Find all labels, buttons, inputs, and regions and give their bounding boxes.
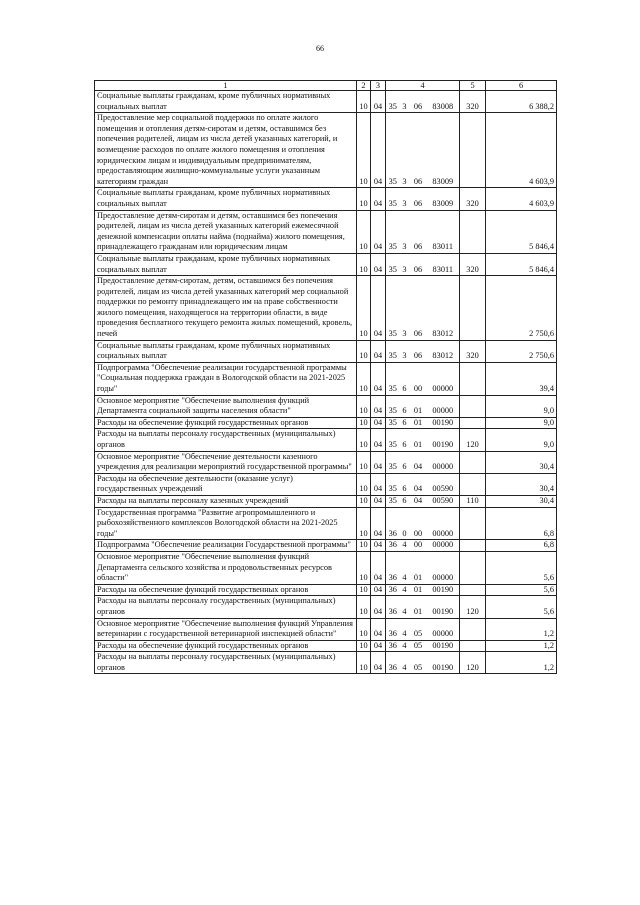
table-row xyxy=(95,551,557,584)
section-code: 10 xyxy=(357,429,371,451)
row-name: Расходы на выплаты персоналу казенных учреждений xyxy=(95,495,357,507)
subsection-code: 04 xyxy=(371,451,386,473)
expense-type-code: 110 xyxy=(460,495,486,507)
program-code: 35 xyxy=(386,253,400,275)
direction-code: 00000 xyxy=(427,395,460,417)
row-name: Основное мероприятие "Обеспечение выполнения функций Управления ветеринарии с государственной ветеринарной инспекцией области" xyxy=(95,618,357,640)
table-row xyxy=(95,340,557,362)
table-row xyxy=(95,91,557,113)
subprogram-code: 0 xyxy=(400,507,410,540)
header-col-1: 1 xyxy=(95,81,357,91)
expense-type-code: 320 xyxy=(460,188,486,210)
header-col-5: 5 xyxy=(460,81,486,91)
subprogram-code: 6 xyxy=(400,451,410,473)
subprogram-code: 4 xyxy=(400,584,410,596)
section-code: 10 xyxy=(357,91,371,113)
table-row xyxy=(95,540,557,552)
section-code: 10 xyxy=(357,210,371,253)
header-col-6: 6 xyxy=(486,81,557,91)
table-row xyxy=(95,618,557,640)
row-name: Предоставление мер социальной поддержки по оплате жилого помещения и отопления детям-сиротам и детям, оставшимся без попечения родителей, лицам из числа детей указанных категорий, и возмещение расходов по оплате жилого помещения и отопления юридическим лицам и индивидуальным предпринимателям, предоставляющим жилищно-коммунальные услуги указанным категориям граждан xyxy=(95,113,357,188)
activity-code: 01 xyxy=(410,395,427,417)
subsection-code: 04 xyxy=(371,253,386,275)
expense-type-code: 320 xyxy=(460,340,486,362)
row-name: Социальные выплаты гражданам, кроме публичных нормативных социальных выплат xyxy=(95,91,357,113)
table-row xyxy=(95,596,557,618)
expense-type-code xyxy=(460,451,486,473)
direction-code: 83012 xyxy=(427,276,460,341)
program-code: 35 xyxy=(386,340,400,362)
activity-code: 00 xyxy=(410,540,427,552)
subsection-code: 04 xyxy=(371,91,386,113)
subprogram-code: 4 xyxy=(400,618,410,640)
section-code: 10 xyxy=(357,417,371,429)
activity-code: 00 xyxy=(410,507,427,540)
direction-code: 00190 xyxy=(427,584,460,596)
program-code: 35 xyxy=(386,113,400,188)
amount: 9,0 xyxy=(486,417,557,429)
table-row xyxy=(95,417,557,429)
row-name: Расходы на обеспечение функций государственных органов xyxy=(95,640,357,652)
direction-code: 83008 xyxy=(427,91,460,113)
program-code: 35 xyxy=(386,210,400,253)
section-code: 10 xyxy=(357,507,371,540)
activity-code: 06 xyxy=(410,91,427,113)
table-row xyxy=(95,652,557,674)
direction-code: 00000 xyxy=(427,618,460,640)
subsection-code: 04 xyxy=(371,340,386,362)
program-code: 35 xyxy=(386,276,400,341)
direction-code: 00000 xyxy=(427,507,460,540)
subprogram-code: 3 xyxy=(400,276,410,341)
direction-code: 00000 xyxy=(427,362,460,395)
subprogram-code: 3 xyxy=(400,188,410,210)
subprogram-code: 6 xyxy=(400,417,410,429)
section-code: 10 xyxy=(357,362,371,395)
row-name: Основное мероприятие "Обеспечение деятельности казенного учреждения для реализации мероприятий государственной программы" xyxy=(95,451,357,473)
amount: 6 388,2 xyxy=(486,91,557,113)
direction-code: 00590 xyxy=(427,473,460,495)
subprogram-code: 6 xyxy=(400,395,410,417)
amount: 4 603,9 xyxy=(486,113,557,188)
expense-type-code xyxy=(460,417,486,429)
row-name: Подпрограмма "Обеспечение реализации Государственной программы" xyxy=(95,540,357,552)
section-code: 10 xyxy=(357,495,371,507)
subsection-code: 04 xyxy=(371,495,386,507)
direction-code: 00000 xyxy=(427,540,460,552)
table-row xyxy=(95,429,557,451)
section-code: 10 xyxy=(357,276,371,341)
subsection-code: 04 xyxy=(371,584,386,596)
program-code: 36 xyxy=(386,540,400,552)
header-row xyxy=(95,81,557,91)
program-code: 35 xyxy=(386,362,400,395)
row-name: Подпрограмма "Обеспечение реализации государственной программы "Социальная поддержка граждан в Вологодской области на 2021-2025 годы" xyxy=(95,362,357,395)
program-code: 36 xyxy=(386,584,400,596)
activity-code: 06 xyxy=(410,253,427,275)
table-row xyxy=(95,362,557,395)
expense-type-code xyxy=(460,473,486,495)
subprogram-code: 6 xyxy=(400,362,410,395)
activity-code: 04 xyxy=(410,451,427,473)
amount: 9,0 xyxy=(486,429,557,451)
activity-code: 05 xyxy=(410,652,427,674)
section-code: 10 xyxy=(357,640,371,652)
row-name: Предоставление детям-сиротам и детям, оставшимся без попечения родителей, лицам из числа детей указанных категорий ежемесячной денежной компенсации оплаты найма (поднайма) жилого помещения, принадлежащего гражданам или юридическим лицам xyxy=(95,210,357,253)
activity-code: 04 xyxy=(410,473,427,495)
program-code: 36 xyxy=(386,652,400,674)
table-row xyxy=(95,584,557,596)
direction-code: 00190 xyxy=(427,640,460,652)
table-row xyxy=(95,495,557,507)
row-name: Социальные выплаты гражданам, кроме публичных нормативных социальных выплат xyxy=(95,253,357,275)
program-code: 35 xyxy=(386,417,400,429)
table-row xyxy=(95,395,557,417)
direction-code: 83012 xyxy=(427,340,460,362)
subsection-code: 04 xyxy=(371,551,386,584)
subprogram-code: 4 xyxy=(400,551,410,584)
row-name: Предоставление детям-сиротам, детям, оставшимся без попечения родителей, лицам из числа детей указанных категорий мер социальной поддержки по ремонту принадлежащего им на праве собственности жилого помещения, находящегося на территории области, в виде проведения бесплатного текущего ремонта жилых помещений, кровель, печей xyxy=(95,276,357,341)
amount: 6,8 xyxy=(486,507,557,540)
section-code: 10 xyxy=(357,473,371,495)
activity-code: 01 xyxy=(410,584,427,596)
row-name: Основное мероприятие "Обеспечение выполнения функций Департамента социальной защиты населения области" xyxy=(95,395,357,417)
section-code: 10 xyxy=(357,540,371,552)
row-name: Основное мероприятие "Обеспечение выполнения функций Департамента сельского хозяйства и продовольственных ресурсов области" xyxy=(95,551,357,584)
subprogram-code: 6 xyxy=(400,473,410,495)
expense-type-code xyxy=(460,113,486,188)
row-name: Расходы на выплаты персоналу государственных (муниципальных) органов xyxy=(95,596,357,618)
row-name: Социальные выплаты гражданам, кроме публичных нормативных социальных выплат xyxy=(95,340,357,362)
expense-type-code xyxy=(460,551,486,584)
table-row xyxy=(95,473,557,495)
budget-table xyxy=(94,80,557,674)
subprogram-code: 3 xyxy=(400,91,410,113)
activity-code: 01 xyxy=(410,596,427,618)
section-code: 10 xyxy=(357,618,371,640)
row-name: Социальные выплаты гражданам, кроме публичных нормативных социальных выплат xyxy=(95,188,357,210)
amount: 5,6 xyxy=(486,551,557,584)
expense-type-code xyxy=(460,640,486,652)
header-col-3: 3 xyxy=(371,81,386,91)
subprogram-code: 4 xyxy=(400,596,410,618)
expense-type-code xyxy=(460,584,486,596)
table-row xyxy=(95,451,557,473)
program-code: 35 xyxy=(386,451,400,473)
direction-code: 00190 xyxy=(427,596,460,618)
expense-type-code xyxy=(460,210,486,253)
program-code: 35 xyxy=(386,495,400,507)
section-code: 10 xyxy=(357,584,371,596)
program-code: 36 xyxy=(386,507,400,540)
activity-code: 01 xyxy=(410,429,427,451)
subprogram-code: 6 xyxy=(400,495,410,507)
amount: 30,4 xyxy=(486,473,557,495)
row-name: Расходы на выплаты персоналу государственных (муниципальных) органов xyxy=(95,652,357,674)
program-code: 35 xyxy=(386,91,400,113)
section-code: 10 xyxy=(357,188,371,210)
header-col-2: 2 xyxy=(357,81,371,91)
subsection-code: 04 xyxy=(371,113,386,188)
program-code: 35 xyxy=(386,429,400,451)
section-code: 10 xyxy=(357,652,371,674)
activity-code: 05 xyxy=(410,618,427,640)
direction-code: 83011 xyxy=(427,210,460,253)
header-col-4: 4 xyxy=(386,81,460,91)
amount: 2 750,6 xyxy=(486,340,557,362)
subsection-code: 04 xyxy=(371,596,386,618)
expense-type-code: 320 xyxy=(460,91,486,113)
subprogram-code: 3 xyxy=(400,253,410,275)
table-row xyxy=(95,276,557,341)
page-number: 66 xyxy=(316,44,324,53)
row-name: Расходы на обеспечение функций государственных органов xyxy=(95,417,357,429)
amount: 1,2 xyxy=(486,652,557,674)
activity-code: 06 xyxy=(410,276,427,341)
subsection-code: 04 xyxy=(371,540,386,552)
activity-code: 06 xyxy=(410,188,427,210)
table-row xyxy=(95,210,557,253)
expense-type-code: 120 xyxy=(460,429,486,451)
expense-type-code xyxy=(460,540,486,552)
subsection-code: 04 xyxy=(371,429,386,451)
amount: 2 750,6 xyxy=(486,276,557,341)
amount: 5 846,4 xyxy=(486,210,557,253)
direction-code: 00190 xyxy=(427,429,460,451)
subsection-code: 04 xyxy=(371,395,386,417)
subprogram-code: 3 xyxy=(400,210,410,253)
expense-type-code xyxy=(460,395,486,417)
subsection-code: 04 xyxy=(371,188,386,210)
direction-code: 83009 xyxy=(427,188,460,210)
direction-code: 00000 xyxy=(427,451,460,473)
table-row xyxy=(95,640,557,652)
subsection-code: 04 xyxy=(371,618,386,640)
row-name: Расходы на обеспечение деятельности (оказание услуг) государственных учреждений xyxy=(95,473,357,495)
direction-code: 00190 xyxy=(427,652,460,674)
subsection-code: 04 xyxy=(371,210,386,253)
expense-type-code xyxy=(460,618,486,640)
program-code: 36 xyxy=(386,618,400,640)
activity-code: 05 xyxy=(410,640,427,652)
amount: 1,2 xyxy=(486,618,557,640)
subsection-code: 04 xyxy=(371,417,386,429)
section-code: 10 xyxy=(357,596,371,618)
section-code: 10 xyxy=(357,340,371,362)
table-row xyxy=(95,188,557,210)
activity-code: 01 xyxy=(410,551,427,584)
table-row xyxy=(95,113,557,188)
activity-code: 00 xyxy=(410,362,427,395)
amount: 30,4 xyxy=(486,451,557,473)
subsection-code: 04 xyxy=(371,473,386,495)
subsection-code: 04 xyxy=(371,507,386,540)
direction-code: 83009 xyxy=(427,113,460,188)
program-code: 35 xyxy=(386,188,400,210)
program-code: 36 xyxy=(386,640,400,652)
activity-code: 06 xyxy=(410,113,427,188)
row-name: Государственная программа "Развитие агропромышленного и рыбохозяйственного комплексов Вологодской области на 2021-2025 годы" xyxy=(95,507,357,540)
subsection-code: 04 xyxy=(371,276,386,341)
amount: 1,2 xyxy=(486,640,557,652)
row-name: Расходы на обеспечение функций государственных органов xyxy=(95,584,357,596)
row-name: Расходы на выплаты персоналу государственных (муниципальных) органов xyxy=(95,429,357,451)
section-code: 10 xyxy=(357,551,371,584)
activity-code: 06 xyxy=(410,340,427,362)
expense-type-code: 320 xyxy=(460,253,486,275)
amount: 9,0 xyxy=(486,395,557,417)
subprogram-code: 3 xyxy=(400,113,410,188)
direction-code: 00590 xyxy=(427,495,460,507)
expense-type-code xyxy=(460,362,486,395)
amount: 5 846,4 xyxy=(486,253,557,275)
table-row xyxy=(95,253,557,275)
amount: 4 603,9 xyxy=(486,188,557,210)
program-code: 35 xyxy=(386,395,400,417)
activity-code: 01 xyxy=(410,417,427,429)
section-code: 10 xyxy=(357,451,371,473)
direction-code: 00000 xyxy=(427,551,460,584)
expense-type-code: 120 xyxy=(460,596,486,618)
subsection-code: 04 xyxy=(371,652,386,674)
table-row xyxy=(95,507,557,540)
amount: 5,6 xyxy=(486,596,557,618)
amount: 6,8 xyxy=(486,540,557,552)
amount: 5,6 xyxy=(486,584,557,596)
subsection-code: 04 xyxy=(371,362,386,395)
subprogram-code: 4 xyxy=(400,640,410,652)
direction-code: 00190 xyxy=(427,417,460,429)
activity-code: 04 xyxy=(410,495,427,507)
section-code: 10 xyxy=(357,253,371,275)
subprogram-code: 4 xyxy=(400,540,410,552)
subprogram-code: 4 xyxy=(400,652,410,674)
program-code: 35 xyxy=(386,473,400,495)
expense-type-code xyxy=(460,507,486,540)
subprogram-code: 3 xyxy=(400,340,410,362)
direction-code: 83011 xyxy=(427,253,460,275)
section-code: 10 xyxy=(357,113,371,188)
amount: 30,4 xyxy=(486,495,557,507)
expense-type-code: 120 xyxy=(460,652,486,674)
activity-code: 06 xyxy=(410,210,427,253)
subprogram-code: 6 xyxy=(400,429,410,451)
section-code: 10 xyxy=(357,395,371,417)
program-code: 36 xyxy=(386,551,400,584)
amount: 39,4 xyxy=(486,362,557,395)
program-code: 36 xyxy=(386,596,400,618)
subsection-code: 04 xyxy=(371,640,386,652)
expense-type-code xyxy=(460,276,486,341)
